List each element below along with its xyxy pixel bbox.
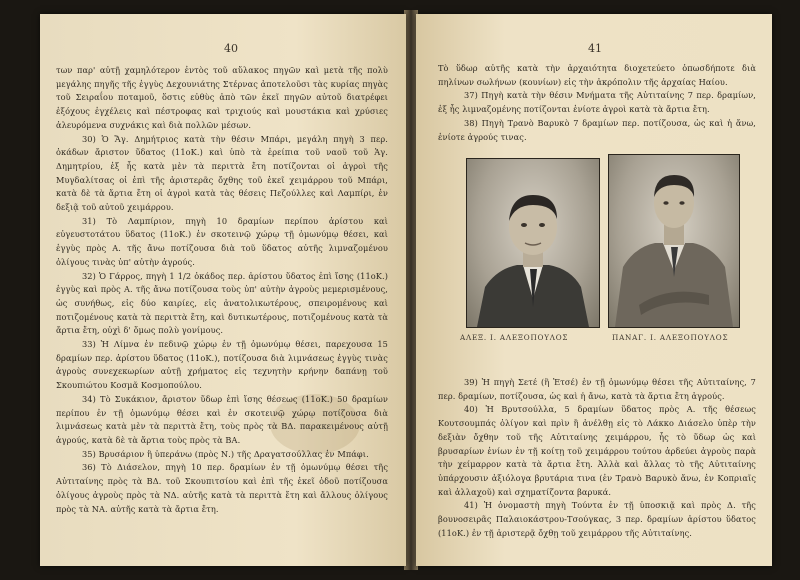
paragraph: 31) Τὸ Λαμπίριον, πηγὴ 10 δραμίων περίπου ἀρίστου καὶ εὐγευστοτάτου ὕδατος (11οΚ.) ἐν σκοτεινῷ χώρῳ τῇ ὁμωνύμῳ θέσει, καὶ ἐγγὺς πρὸς Α. τῆς ἄνω ποτίζουσα διὰ τοῦ ὕδατος αὐτῆς λιμναζομένου ὀλίγους τινὰς ὑπ' αὐτὴν ἀγρούς.	[56, 215, 388, 267]
right-page	[416, 14, 772, 566]
paragraph: 35) Βρυσάριον ἢ ὑπεράνω (πρὸς Ν.) τῆς Δραγατσούλλας ἐν Μπάφι.	[82, 448, 369, 459]
photo-caption-right: ΠΑΝΑΓ. Ι. ΑΛΕΞΟΠΟΥΛΟΣ	[612, 333, 729, 342]
portrait-figure-left	[467, 159, 599, 327]
paragraph: 32) Ὁ Γάρρος, πηγὴ 1 1/2 ὀκάδος περ. ἀρίστου ὕδατος ἐπὶ ἴσης (11οΚ.) ἐγγὺς καὶ πρὸς Α. τῆς ἄνω ποτίζουσα τοὺς ὑπ' αὐτὴν ἀγροὺς μεμερισμένους, ὡς συνήθως, εἰς δύο καιρίες, εἰς ἀνατολικωτέρους, σπειρομένους καὶ ποτιζομένους κατὰ τὰ περιττὰ ἔτη, καὶ δυτικωτέρους, ποτιζομένους κατὰ τὰ ἄρτια ἔτη, οὐχὶ δ' ὅμως πολὺ γονίμους.	[56, 270, 388, 336]
paragraph: 37) Πηγὴ κατὰ τὴν θέσιν Μνήματα τῆς Αὐτιταίνης 7 περ. δραμίων, ἐξ ἧς λιμναζομένης ποτίζονται ἐνίοτε ἀγροὶ κατὰ τὰ ἄρτια ἔτη.	[438, 90, 756, 115]
left-page-text	[56, 64, 388, 516]
photo-caption-left: ΑΛΕΞ. Ι. ΑΛΕΞΟΠΟΥΛΟΣ	[460, 333, 569, 342]
paragraph: 38) Πηγὴ Τρανὸ Βαρυκὸ 7 δραμίων περ. ποτίζουσα, ὡς καὶ ἡ ἄνω, ἐνίοτε ἀγρούς τινας.	[438, 117, 756, 142]
paragraph: 39) Ἡ πηγὴ Σετέ (ἢ Ἐτσέ) ἐν τῇ ὁμωνύμῳ θέσει τῆς Αὐτιταίνης, 7 περ. δραμίων, ποτίζουσα, ὡς καὶ ἡ ἄνω, κατὰ τὰ ἄρτια ἔτη ἀγρούς.	[438, 377, 756, 401]
page-number: 40	[224, 42, 238, 55]
left-page	[40, 14, 406, 566]
paragraph: 40) Ἡ Βρυτσούλλα, 5 δραμίων ὕδατος πρὸς Α. τῆς θέσεως Κουτσουμπάς ὀλίγον καὶ πρὶν ἢ ἀνέλθῃ εἰς τὸ Λάκκο Διάσελο ὑπὲρ τὴν δεξιὰν ὄχθην τοῦ τῆς Αὐτιταίνης χειμάρρου, ἧς τὸ ὕδωρ ὡς καὶ βρυσαρίων ἐνίων ἐν τῇ κοίτῃ τοῦ χειμάρρου τούτου ἀρδεύει ἀγροὺς παρὰ τὴν χείμαρρον κατὰ τὰ ἄρτια ἔτη. Ἀλλὰ καὶ ἄλλας τὸ τῆς Αὐτιταίνης ὑπάρχουσιν ἀξιόλογα βρυτάρια τινα (ἐν Τρανὸ Βαρυκὸ ἄνω, ἐν Κοπριαῖς καὶ ἀλλαχοῦ) καὶ σχηματίζοντα βαρυκά.	[438, 404, 756, 497]
page-number: 41	[588, 42, 602, 55]
paragraph: Τὸ ὕδωρ αὐτῆς κατὰ τὴν ἀρχαιότητα διοχετεύετο ὁπωσδήποτε διὰ πηλίνων σωλήνων (κουνίων) εἰς τὴν ἀκρόπολιν τῆς ἀρχαίας Ηαίου.	[438, 63, 756, 87]
paragraph: 41) Ἡ ὀνομαστὴ πηγὴ Τούντα ἐν τῇ ὑποσκιᾷ καὶ πρὸς Δ. τῆς βουνοσειρᾶς Παλαιοκάστρου-Τσούγκας, 3 περ. δραμίων ἀρίστου ὕδατος (11οΚ.) ἐν τῇ ἀριστερᾷ ὄχθῃ τοῦ χειμάρρου τῆς Αὐτιταίνης.	[438, 500, 756, 538]
right-page-text-bottom	[438, 376, 756, 540]
paragraph: 34) Τὸ Συκάκιον, ἄριστον ὕδωρ ἐπὶ ἴσης θέσεως (11οΚ.) 50 δραμίων περίπου ἐν τῇ ὁμωνύμῳ θέσει καὶ ἐν σκοτεινῷ χώρῳ ποτίζουσα διὰ λιμνάσεως κατὰ μὲν τὰ περιττὰ ἔτη, τοὺς πρὸς τὰ ΒΔ. παρακειμένους αὐτῇ ἀγρούς, κατὰ δὲ τὰ ἄρτια τοὺς πρὸς τὰ ΒΑ.	[56, 393, 388, 445]
paragraph: των παρ' αὐτῇ χαμηλότερον ἐντὸς τοῦ αὔλακος πηγῶν καὶ μετὰ τῆς πολὺ μεγάλης πηγῆς τῆς ἐγγὺς Δεχουνιάτης Στέρνας ἀποτελοῦσι τὰς κυρίας πηγὰς τοῦ Σειραΐου ποταμοῦ, ὅστις εὐθὺς ἀπὸ τῶν ἐκεῖ πηγῶν αὐτοῦ διατρέφει ἐξόχους ἐγχέλεις καὶ πέστροφας καὶ τριχιούς καὶ μουστάκια καὶ χρύσιες ἀλευρόμενα συχνάκις καὶ διὰ πολλῶν μέσων.	[56, 65, 388, 130]
right-page-text-top	[438, 62, 756, 144]
paragraph: 30) Ὁ Ἅγ. Δημήτριος κατὰ τὴν θέσιν Μπάρι, μεγάλη πηγὴ 3 περ. ὀκάδων ἄριστον ὕδατος (11οΚ.) καὶ ὑπὸ τὰ ἐρείπια τοῦ ναοῦ τοῦ Ἁγ. Δημητρίου, ἐξ ἧς κατὰ μὲν τὰ περιττὰ ἔτη ποτίζονται οἱ ἀγροὶ τῆς Μυγδαλίτσας οἱ ἐπὶ τῆς ἀριστερᾶς ὄχθης τοῦ ἐκεῖ χειμάρρου τοῦ Μπάρι, κατὰ δὲ τὰ ἄρτια ἔτη οἱ ἀγροὶ κατὰ τὰς θέσεις Πεζούλλες καὶ Λαμπίρι, ἐν δεξιᾷ τοῦ αὐτοῦ χειμάρρου.	[56, 133, 388, 213]
portrait-photo-left	[466, 158, 600, 328]
paragraph: 33) Ἡ Λίμνα ἐν πεδινῷ χώρῳ ἐν τῇ ὁμωνύμῳ θέσει, παρεχουσα 15 δραμίων περ. ἀρίστου ὕδατος (11οΚ.), ποτίζουσα διὰ λιμνάσεως ἐγγὺς τινὰς ἀγροὺς συνεχεκωρίων αὐτῇ χρήματος εἰς τεχνητὴν κρήνην δαπάνῃ τοῦ Σκουπιώτου Κοσμᾶ Κοσμοπούλου.	[56, 339, 388, 391]
portrait-figure-right	[609, 155, 739, 327]
paragraph: 36) Τὸ Διάσελον, πηγὴ 10 περ. δραμίων ἐν τῇ ὁμωνύμῳ θέσει τῆς Αὐτιταίνης πρὸς τὰ ΒΔ. τοῦ Σκουπιτσίου καὶ ἐπὶ τῆς ἐκεῖ ὁδοῦ ποτίζουσα ὀλίγους ἀγροὺς πρὸς τὰ ΝΔ. αὐτῆς κατὰ τὰ περιττὰ ἔτη καὶ ἄλλους ὀλίγους πρὸς τὰ ΝΑ. αὐτῆς κατὰ τὰ ἄρτια ἔτη.	[56, 462, 388, 514]
portrait-photo-right	[608, 154, 740, 328]
